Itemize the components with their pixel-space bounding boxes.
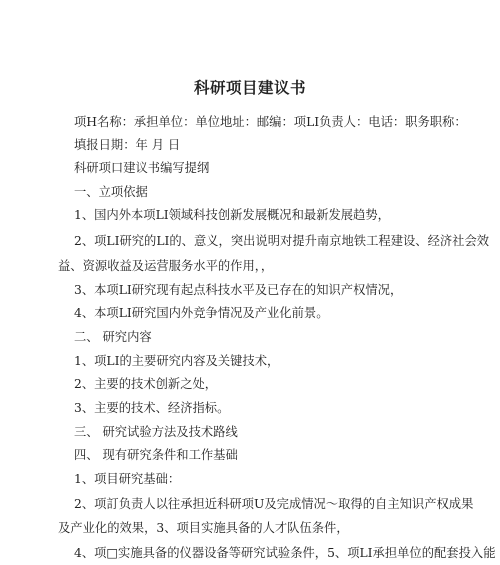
fill-date-line: 填报日期：年 月 日 [74, 138, 181, 152]
section-1-item-3: 3、本项LI研究现有起点科技水平及已存在的知识产权情况， [74, 283, 403, 297]
outline-heading: 科研项口建议书编写提纲 [74, 161, 210, 175]
project-info-fields: 项H名称：承担单位：单位地址：邮编：项LI负责人：电话：职务职称： [74, 115, 467, 129]
section-1-item-4: 4、本项LI研究国内外竞争情况及产业化前景。 [74, 306, 329, 320]
section-heading-3: 三、 研究试验方法及技术路线 [74, 425, 238, 439]
section-4-item-2-continued: 及产业化的效果，3、项目实施具备的人才队伍条件， [58, 521, 349, 535]
section-4-item-2: 2、项訂负责人以往承担近科研项U及完成情况～取得的自主知识产权成果 [74, 497, 474, 511]
section-4-item-1: 1、项目研究基础： [74, 472, 181, 486]
section-2-item-2: 2、主要的技术创新之处， [74, 377, 218, 391]
section-heading-4: 四、 现有研究条件和工作基础 [74, 448, 238, 462]
section-4-item-4: 4、项□实施具备的仪器设备等研究试验条件，5、项LI承担单位的配套投入能 [74, 546, 496, 560]
section-1-item-1: 1、国内外本项LI领域科技创新发展概况和最新发展趋势， [74, 208, 390, 222]
section-2-item-3: 3、主要的技术、经济指标。 [74, 401, 230, 415]
document-title: 科研项目建议书 [193, 78, 306, 97]
section-heading-2: 二、 研究内容 [74, 330, 152, 344]
section-1-item-2: 2、项LI研究的LI的、意义，突出说明对提升南京地铁工程建设、经济社会效 [74, 234, 490, 248]
section-1-item-2-continued: 益、资源收益及运营服务水平的作用，， [58, 259, 274, 273]
section-heading-1: 一、立项依据 [74, 185, 148, 199]
section-2-item-1: 1、项LI的主要研究内容及关键技术， [74, 354, 280, 368]
